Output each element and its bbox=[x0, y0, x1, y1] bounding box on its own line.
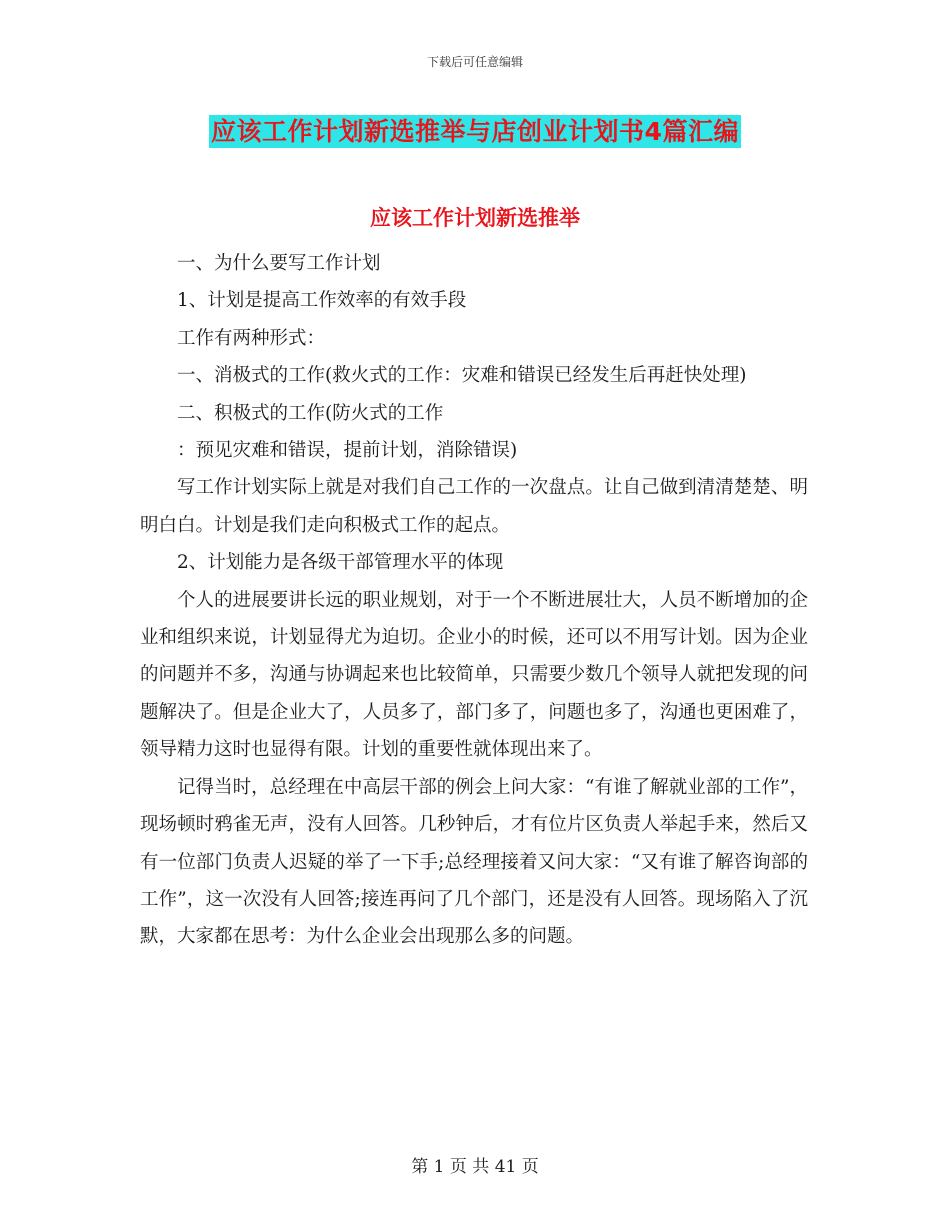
document-title-text: 应该工作计划新选推举与店创业计划书4篇汇编 bbox=[211, 117, 739, 146]
page-footer: 第 1 页 共 41 页 bbox=[411, 1157, 539, 1177]
paragraph: 二、积极式的工作(防火式的工作 bbox=[177, 402, 444, 424]
paragraph: 1、计划是提高工作效率的有效手段 bbox=[177, 290, 467, 312]
section-title: 应该工作计划新选推举 bbox=[370, 206, 580, 230]
paragraph: 一、为什么要写工作计划 bbox=[177, 253, 381, 274]
paragraph: 记得当时，总经理在中高层干部的例会上问大家：“有谁了解就业部的工作”，现场顿时鸦雀无声，没有人回答。几秒钟后，才有位片区负责人举起手来，然后又有一位部门负责人迟疑的举了一下手;总经理接着又问大家：“又有谁了解咨询部的工作”，这一次没有人回答;接连再问了几个部门，还是没有人回答。现场陷入了沉默，大家都在思考：为什么企业会出现那么多的问题。 bbox=[140, 776, 808, 948]
paragraph: 写工作计划实际上就是对我们自己工作的一次盘点。让自己做到清清楚楚、明明白白。计划是我们走向积极式工作的起点。 bbox=[140, 477, 808, 536]
paragraph: 工作有两种形式： bbox=[177, 327, 326, 349]
paragraph: 一、消极式的工作(救火式的工作：灾难和错误已经发生后再赶快处理) bbox=[177, 365, 747, 387]
document-body bbox=[140, 245, 808, 956]
page-header-note: 下载后可任意编辑 bbox=[426, 55, 523, 69]
document-title bbox=[0, 112, 950, 148]
paragraph: ：预见灾难和错误，提前计划，消除错误) bbox=[177, 440, 518, 462]
paragraph: 2、计划能力是各级干部管理水平的体现 bbox=[177, 552, 504, 574]
paragraph: 个人的进展要讲长远的职业规划，对于一个不断进展壮大，人员不断增加的企业和组织来说，计划显得尤为迫切。企业小的时候，还可以不用写计划。因为企业的问题并不多，沟通与协调起来也比较简单，只需要少数几个领导人就把发现的问题解决了。但是企业大了，人员多了，部门多了，问题也多了，沟通也更困难了，领导精力这时也显得有限。计划的重要性就体现出来了。 bbox=[140, 589, 808, 761]
